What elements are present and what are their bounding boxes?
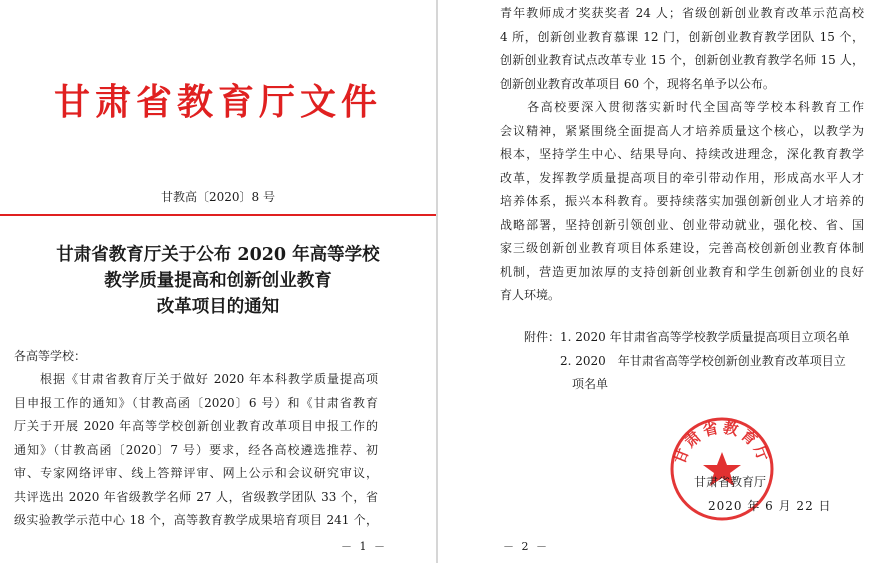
body-line: 机制，营造更加浓厚的支持创新创业教育和学生创新创业的良好 xyxy=(500,264,864,279)
document-number: 甘教高〔2020〕8 号 xyxy=(161,190,275,204)
body-line: 培养体系，振兴本科教育。要持续落实加强创新创业人才培养的 xyxy=(500,194,864,208)
body-line: 目申报工作的通知》（甘教高函〔2020〕6 号）和《甘肃省教育 xyxy=(14,395,378,410)
body-line: 会议精神，紧紧围绕全面提高人才培养质量这个核心，以教学为 xyxy=(500,123,864,138)
document-page-1 xyxy=(0,0,436,563)
signature: 甘肃省教育厅 xyxy=(694,475,767,489)
body-line: 创新创业教育试点改革专业 15 个，创新创业教育教学名师 15 人， xyxy=(500,53,864,67)
title-line: 教学质量提高和创新创业教育 xyxy=(104,271,332,291)
body-line: 战略部署，坚持创新引领创业、创业带动就业，强化校、省、国 xyxy=(500,217,864,232)
salutation: 各高等学校： xyxy=(14,349,87,363)
title-line: 改革项目的通知 xyxy=(156,297,280,317)
body-text xyxy=(500,2,864,308)
red-divider-line xyxy=(0,214,436,216)
body-line: 4 所，创新创业教育慕课 12 门，创新创业教育教学团队 15 个， xyxy=(500,29,864,44)
attachment-item: 附件：1. 2020 年甘肃省高等学校教学质量提高项目立项名单 xyxy=(500,330,850,344)
attachment-item: 2. 2020 年甘肃省高等学校创新创业教育改革项目立 xyxy=(500,353,846,368)
body-line: 青年教师成才奖获奖者 24 人；省级创新创业教育改革示范高校 xyxy=(500,6,864,20)
body-line: 通知》（甘教高函〔2020〕7 号）要求，经各高校遴选推荐、初 xyxy=(14,442,378,457)
seal-text: 甘肃省教育厅 xyxy=(670,418,774,467)
document-page-2 xyxy=(438,0,877,563)
body-text xyxy=(14,368,378,533)
page-number: － 1 － xyxy=(341,540,387,553)
title-line: 甘肃省教育厅关于公布 2020 年高等学校 xyxy=(56,245,380,265)
attachment-item: 项名单 xyxy=(500,377,609,391)
body-line: 厅关于开展 2020 年高等学校创新创业教育改革项目申报工作的 xyxy=(14,419,378,433)
body-line: 根据《甘肃省教育厅关于做好 2020 年本科教学质量提高项 xyxy=(14,372,378,386)
attachments-list xyxy=(500,326,864,397)
body-line: 家三级创新创业教育项目体系建设，完善高校创新创业教育体制 xyxy=(500,241,864,255)
body-line: 改革，发挥教学质量提高项目的牵引带动作用，形成高水平人才 xyxy=(500,170,864,185)
body-line: 审、专家网络评审、线上答辩评审、网上公示和会议研究审议， xyxy=(14,466,378,480)
page-number: － 2 － xyxy=(503,540,549,553)
body-line: 根本，坚持学生中心、结果导向、持续改进理念，深化教育教学 xyxy=(500,147,864,161)
body-line: 育人环境。 xyxy=(500,288,561,302)
signature-date: 2020 年 6 月 22 日 xyxy=(708,499,832,513)
body-line: 共评选出 2020 年省级教学名师 27 人，省级教学团队 33 个，省 xyxy=(14,489,378,504)
document-header: 甘肃省教育厅文件 xyxy=(53,81,382,123)
body-line: 各高校要深入贯彻落实新时代全国高等学校本科教育工作 xyxy=(500,100,864,114)
document-title xyxy=(18,242,418,320)
body-line: 级实验教学示范中心 18 个，高等教育教学成果培育项目 241 个， xyxy=(14,513,378,527)
body-line: 创新创业教育改革项目 60 个，现将名单予以公布。 xyxy=(500,76,775,91)
